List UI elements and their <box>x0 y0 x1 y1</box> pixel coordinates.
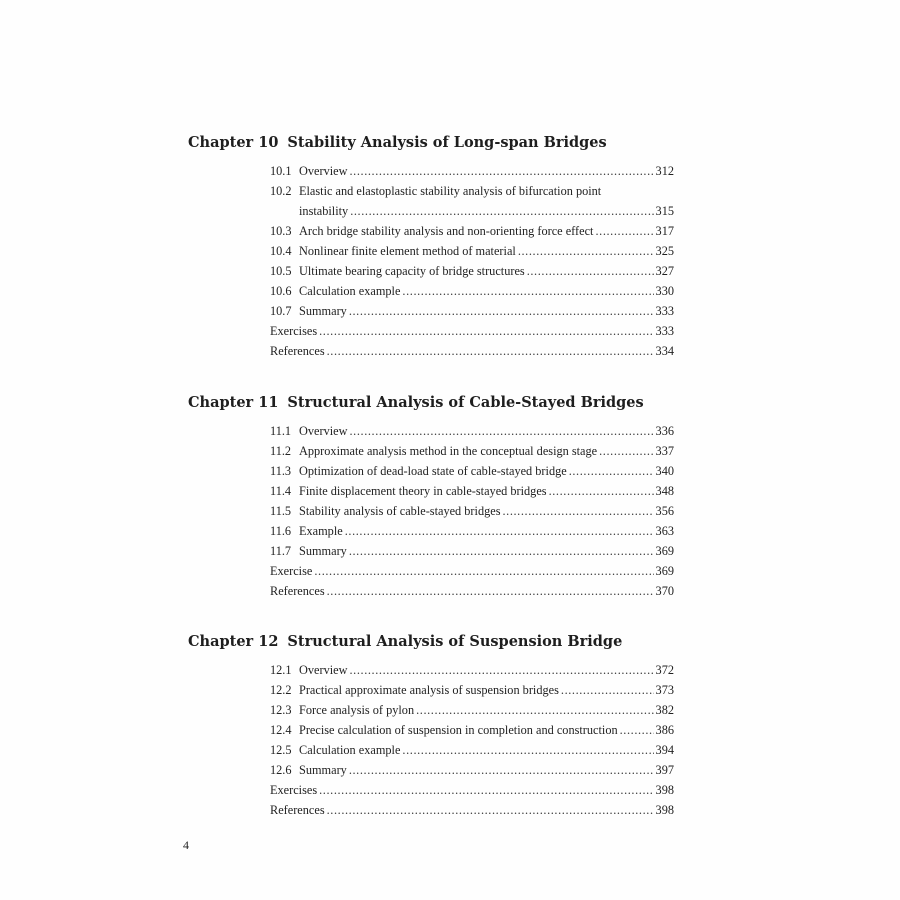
toc-entry[interactable] <box>270 760 674 780</box>
page-number: 4 <box>183 838 189 852</box>
leader-dots <box>350 161 654 181</box>
chapter-heading <box>188 133 678 153</box>
page-ref: 340 <box>655 464 674 478</box>
page-ref: 356 <box>655 504 674 518</box>
section-title: Finite displacement theory in cable-stayed bridges <box>299 484 547 498</box>
page-ref: 337 <box>655 444 674 458</box>
section-title: Example <box>299 524 343 538</box>
section-number: 12.5 <box>270 743 292 757</box>
section-number: 12.3 <box>270 703 292 717</box>
toc-entry[interactable] <box>270 441 674 461</box>
chapter-label: Chapter 12 <box>188 633 279 650</box>
leader-dots <box>319 321 653 341</box>
page-ref: 333 <box>655 304 674 318</box>
toc-entry[interactable] <box>270 481 674 501</box>
section-title: Precise calculation of suspension in completion and construction <box>299 723 618 737</box>
section-title: Summary <box>299 544 347 558</box>
section-title: Approximate analysis method in the conceptual design stage <box>299 444 598 458</box>
toc-entry[interactable] <box>270 341 674 361</box>
chapter-10 <box>188 133 678 361</box>
page-ref: 348 <box>655 484 674 498</box>
leader-dots <box>595 221 653 241</box>
section-number: 12.4 <box>270 723 292 737</box>
toc-entry[interactable] <box>270 700 674 720</box>
section-title: Calculation example <box>299 743 401 757</box>
toc-entry-continuation[interactable] <box>270 201 674 221</box>
page-ref: 369 <box>655 564 674 578</box>
section-title-continued: instability <box>299 204 349 218</box>
section-title: Arch bridge stability analysis and non-orienting force effect <box>299 224 594 238</box>
toc-entries <box>270 421 674 601</box>
page-ref: 330 <box>655 284 674 298</box>
toc-entry[interactable] <box>270 800 674 820</box>
section-title: Stability analysis of cable-stayed bridges <box>299 504 501 518</box>
toc-entry[interactable] <box>270 720 674 740</box>
section-title: Nonlinear finite element method of material <box>299 244 516 258</box>
chapter-title: Structural Analysis of Cable-Stayed Bridges <box>287 394 644 411</box>
section-title: References <box>270 584 325 598</box>
section-number: 10.4 <box>270 244 292 258</box>
leader-dots <box>327 341 654 361</box>
leader-dots <box>349 760 654 780</box>
section-number: 11.6 <box>270 524 292 538</box>
toc-entry[interactable] <box>270 581 674 601</box>
toc-entry[interactable] <box>270 421 674 441</box>
toc-entry[interactable] <box>270 501 674 521</box>
section-number: 11.7 <box>270 544 292 558</box>
section-number: 11.2 <box>270 444 292 458</box>
page-ref: 327 <box>655 264 674 278</box>
section-number: 10.3 <box>270 224 292 238</box>
leader-dots <box>345 521 654 541</box>
page-ref: 397 <box>655 763 674 777</box>
page-ref: 325 <box>655 244 674 258</box>
page-ref: 370 <box>655 584 674 598</box>
toc-entries <box>270 161 674 361</box>
page-ref: 382 <box>655 703 674 717</box>
toc-entry[interactable] <box>270 161 674 181</box>
toc-entry[interactable] <box>270 740 674 760</box>
page-ref: 312 <box>655 164 674 178</box>
toc-entry[interactable] <box>270 461 674 481</box>
section-number: 10.2 <box>270 184 292 198</box>
chapter-label: Chapter 11 <box>188 394 279 411</box>
leader-dots <box>350 421 654 441</box>
toc-entry[interactable] <box>270 301 674 321</box>
page-ref: 386 <box>655 723 674 737</box>
toc-entry[interactable] <box>270 561 674 581</box>
section-title: Summary <box>299 763 347 777</box>
toc-entry[interactable] <box>270 321 674 341</box>
toc-entry[interactable] <box>270 181 674 201</box>
toc-entry[interactable] <box>270 541 674 561</box>
section-number: 10.5 <box>270 264 292 278</box>
section-title: Ultimate bearing capacity of bridge structures <box>299 264 525 278</box>
toc-entry[interactable] <box>270 660 674 680</box>
leader-dots <box>502 501 653 521</box>
toc-entry[interactable] <box>270 221 674 241</box>
section-number: 11.4 <box>270 484 292 498</box>
leader-dots <box>518 241 654 261</box>
leader-dots <box>402 740 653 760</box>
leader-dots <box>416 700 653 720</box>
chapter-title: Stability Analysis of Long-span Bridges <box>287 134 607 151</box>
section-title: Summary <box>299 304 347 318</box>
page-ref: 363 <box>655 524 674 538</box>
section-title: References <box>270 803 325 817</box>
section-number: 10.7 <box>270 304 292 318</box>
leader-dots <box>599 441 653 461</box>
leader-dots <box>569 461 654 481</box>
chapter-12 <box>188 632 678 820</box>
page-ref: 369 <box>655 544 674 558</box>
leader-dots <box>349 541 654 561</box>
toc-entry[interactable] <box>270 780 674 800</box>
page-ref: 398 <box>655 803 674 817</box>
page-ref: 334 <box>655 344 674 358</box>
toc-entry[interactable] <box>270 241 674 261</box>
section-title: Calculation example <box>299 284 401 298</box>
page-ref: 398 <box>655 783 674 797</box>
leader-dots <box>319 780 653 800</box>
page-ref: 336 <box>655 424 674 438</box>
section-title: Exercises <box>270 324 318 338</box>
page-ref: 315 <box>655 204 674 218</box>
toc-entry[interactable] <box>270 521 674 541</box>
leader-dots <box>350 660 654 680</box>
leader-dots <box>549 481 654 501</box>
section-title: Overview <box>299 663 348 677</box>
leader-dots <box>327 800 654 820</box>
section-number: 11.1 <box>270 424 292 438</box>
section-number: 10.6 <box>270 284 292 298</box>
leader-dots <box>402 281 653 301</box>
toc-entry[interactable] <box>270 680 674 700</box>
toc-entries <box>270 660 674 820</box>
page-ref: 394 <box>655 743 674 757</box>
section-number: 12.6 <box>270 763 292 777</box>
section-number: 10.1 <box>270 164 292 178</box>
page-ref: 373 <box>655 683 674 697</box>
toc-entry[interactable] <box>270 281 674 301</box>
chapter-title: Structural Analysis of Suspension Bridge <box>287 633 623 650</box>
leader-dots <box>349 301 654 321</box>
leader-dots <box>350 201 653 221</box>
chapter-label: Chapter 10 <box>188 134 279 151</box>
section-number: 12.2 <box>270 683 292 697</box>
page-ref: 317 <box>655 224 674 238</box>
section-title: References <box>270 344 325 358</box>
section-title: Elastic and elastoplastic stability analysis of bifurcation point <box>299 184 602 198</box>
leader-dots <box>314 561 653 581</box>
leader-dots <box>527 261 654 281</box>
leader-dots <box>327 581 654 601</box>
section-title: Optimization of dead-load state of cable-stayed bridge <box>299 464 567 478</box>
section-number: 12.1 <box>270 663 292 677</box>
chapter-11 <box>188 393 678 601</box>
section-title: Force analysis of pylon <box>299 703 415 717</box>
leader-dots <box>620 720 654 740</box>
section-title: Exercises <box>270 783 318 797</box>
section-title: Overview <box>299 424 348 438</box>
chapter-heading <box>188 632 678 652</box>
section-number: 11.5 <box>270 504 292 518</box>
page-ref: 333 <box>655 324 674 338</box>
leader-dots <box>561 680 654 700</box>
section-title: Overview <box>299 164 348 178</box>
section-number: 11.3 <box>270 464 292 478</box>
section-title: Practical approximate analysis of suspension bridges <box>299 683 559 697</box>
section-title: Exercise <box>270 564 313 578</box>
page-ref: 372 <box>655 663 674 677</box>
chapter-heading <box>188 393 678 413</box>
toc-entry[interactable] <box>270 261 674 281</box>
